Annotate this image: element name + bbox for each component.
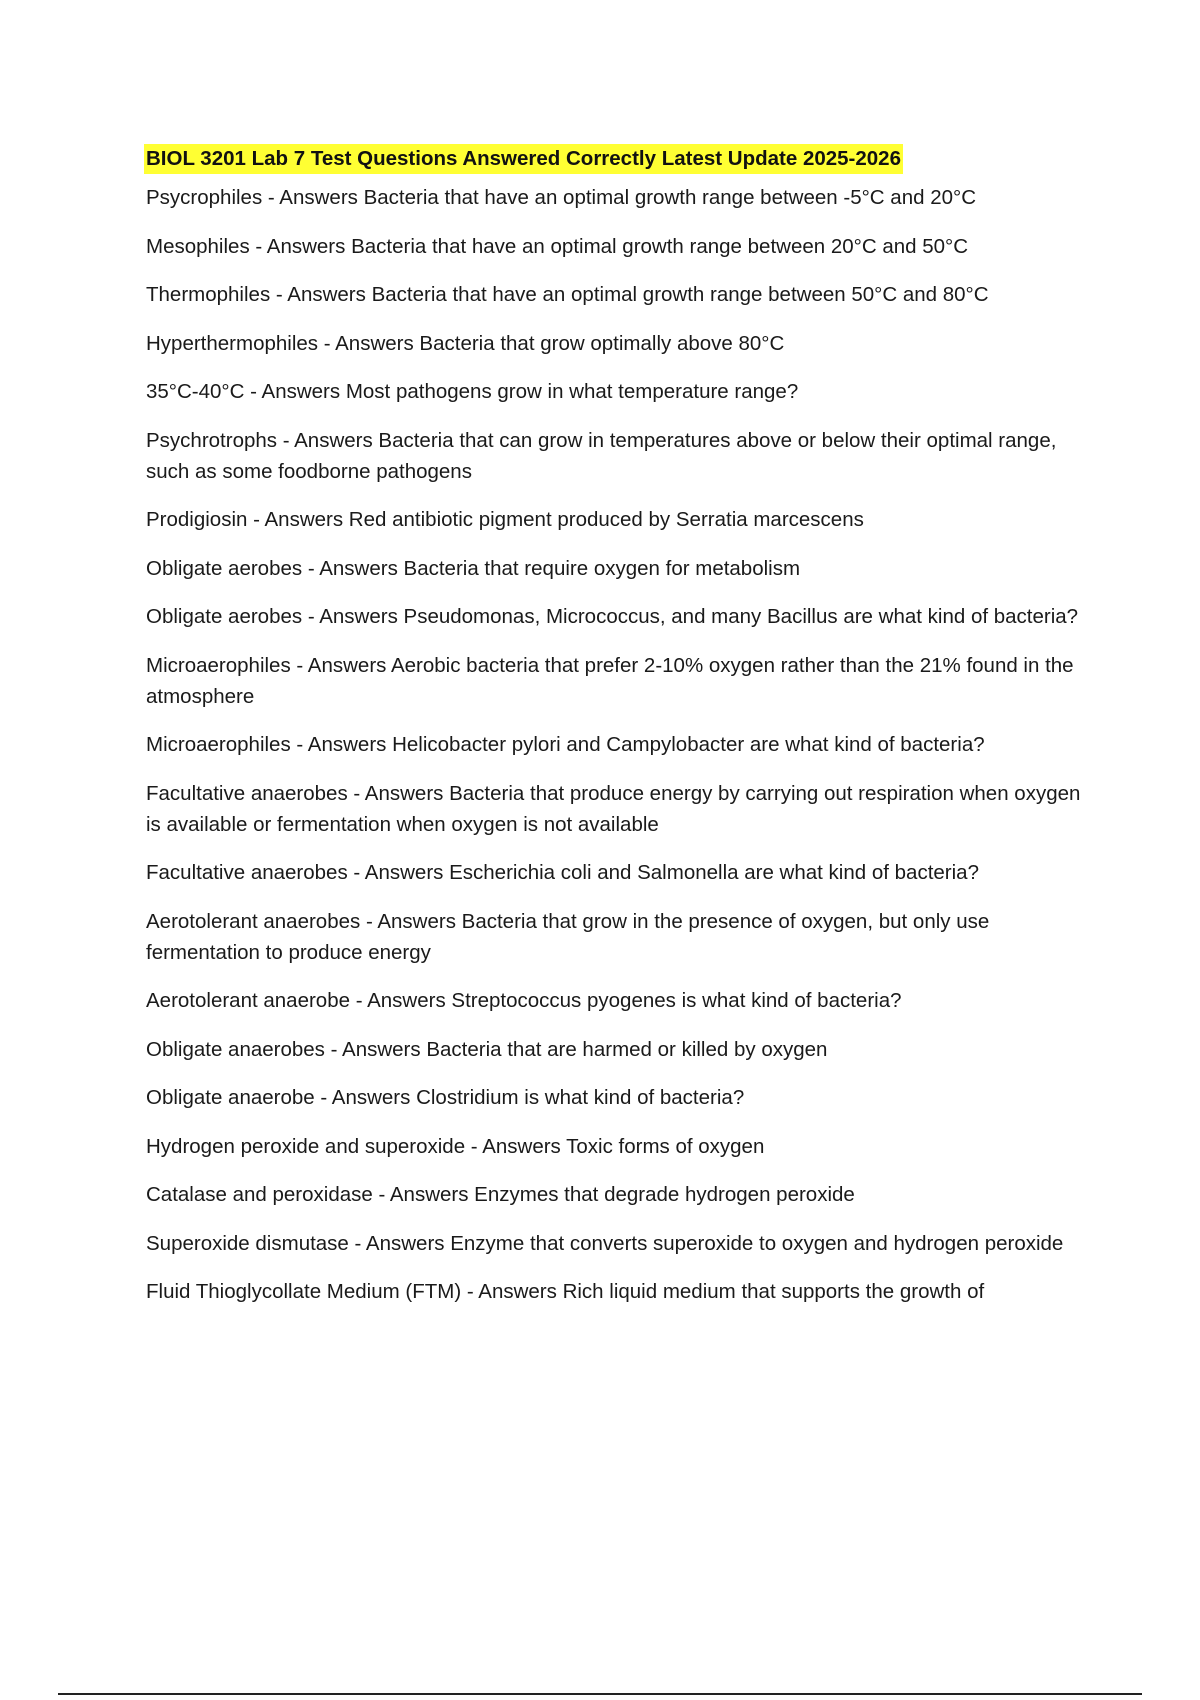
entry-aerotolerant-anaerobe-example: Aerotolerant anaerobe - Answers Streptococcus pyogenes is what kind of bacteria? <box>146 989 902 1012</box>
entry-catalase-peroxidase: Catalase and peroxidase - Answers Enzymes that degrade hydrogen peroxide <box>146 1183 855 1206</box>
entry-obligate-anaerobe-example: Obligate anaerobe - Answers Clostridium is what kind of bacteria? <box>146 1086 745 1109</box>
entry-superoxide-dismutase: Superoxide dismutase - Answers Enzyme that converts superoxide to oxygen and hydrogen peroxide <box>146 1231 1064 1255</box>
entry-facultative-anaerobes-examples: Facultative anaerobes - Answers Escherichia coli and Salmonella are what kind of bacteria? <box>146 861 979 884</box>
entry-pathogen-temperature: 35°C-40°C - Answers Most pathogens grow in what temperature range? <box>146 380 799 403</box>
entry-hyperthermophiles: Hyperthermophiles - Answers Bacteria that grow optimally above 80°C <box>146 331 785 355</box>
entry-prodigiosin: Prodigiosin - Answers Red antibiotic pigment produced by Serratia marcescens <box>146 508 864 531</box>
entry-microaerophiles-definition: Microaerophiles - Answers Aerobic bacteria that prefer 2-10% oxygen rather than the 21% found in the atmosphere <box>146 653 1074 708</box>
document-title: BIOL 3201 Lab 7 Test Questions Answered Correctly Latest Update 2025-2026 <box>144 144 903 174</box>
entry-thermophiles: Thermophiles - Answers Bacteria that have an optimal growth range between 50°C and 80°C <box>146 283 989 306</box>
entry-microaerophiles-examples: Microaerophiles - Answers Helicobacter pylori and Campylobacter are what kind of bacteria? <box>146 733 985 756</box>
entry-obligate-aerobes-examples: Obligate aerobes - Answers Pseudomonas, Micrococcus, and many Bacillus are what kind of bacteria? <box>146 605 1079 628</box>
document-page <box>146 144 1091 1325</box>
entry-mesophiles: Mesophiles - Answers Bacteria that have an optimal growth range between 20°C and 50°C <box>146 234 969 258</box>
entry-facultative-anaerobes-definition: Facultative anaerobes - Answers Bacteria that produce energy by carrying out respiration when oxygen is available or fermentation when oxygen is not available <box>146 781 1081 836</box>
footer-divider <box>58 1693 1142 1695</box>
entry-psycrophiles: Psycrophiles - Answers Bacteria that have an optimal growth range between -5°C and 20°C <box>146 186 976 209</box>
entry-obligate-aerobes-definition: Obligate aerobes - Answers Bacteria that require oxygen for metabolism <box>146 556 801 580</box>
entry-psychrotrophs: Psychrotrophs - Answers Bacteria that can grow in temperatures above or below their optimal range, such as some foodborne pathogens <box>146 428 1057 483</box>
entry-aerotolerant-anaerobes-definition: Aerotolerant anaerobes - Answers Bacteria that grow in the presence of oxygen, but only use fermentation to produce energy <box>146 909 990 964</box>
entry-fluid-thioglycollate-medium: Fluid Thioglycollate Medium (FTM) - Answers Rich liquid medium that supports the growth of <box>146 1280 985 1303</box>
entry-obligate-anaerobes-definition: Obligate anaerobes - Answers Bacteria that are harmed or killed by oxygen <box>146 1037 828 1061</box>
entry-toxic-oxygen-forms: Hydrogen peroxide and superoxide - Answers Toxic forms of oxygen <box>146 1134 765 1158</box>
